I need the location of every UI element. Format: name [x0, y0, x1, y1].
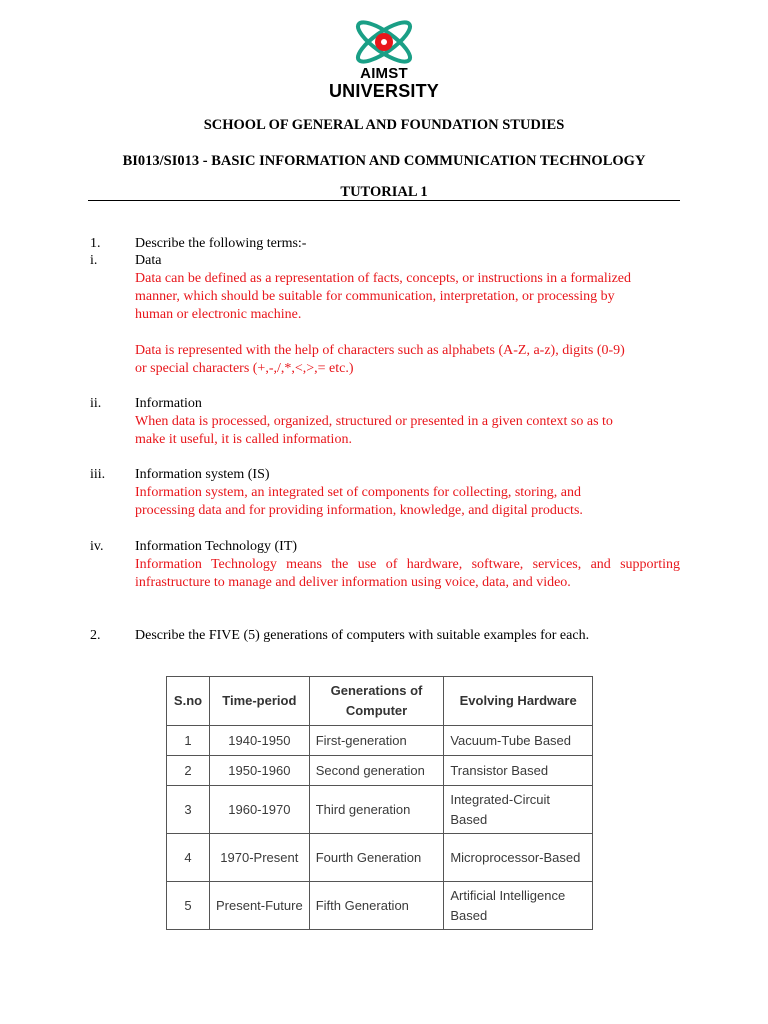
answer-line: human or electronic machine. — [135, 307, 302, 322]
header-cell: Time-period — [209, 677, 309, 726]
table-cell: Fifth Generation — [309, 882, 444, 930]
information-definition — [135, 413, 680, 449]
school-heading: SCHOOL OF GENERAL AND FOUNDATION STUDIES — [203, 117, 565, 133]
q1-number: 1. — [90, 236, 101, 251]
answer-line: manner, which should be suitable for communication, interpretation, or processing by — [135, 289, 615, 304]
table-cell: Vacuum-Tube Based — [444, 726, 593, 756]
table-row — [167, 786, 593, 834]
table-cell: 4 — [167, 834, 210, 882]
answer-line: Data can be defined as a representation of facts, concepts, or instructions in a formalized — [135, 271, 632, 286]
header-cell: Generations of Computer — [309, 677, 444, 726]
table-cell: 3 — [167, 786, 210, 834]
information-system-definition — [135, 484, 680, 520]
item-iv-marker: iv. — [90, 539, 104, 554]
table-cell: 1970-Present — [209, 834, 309, 882]
table-cell: First-generation — [309, 726, 444, 756]
header-cell: Evolving Hardware — [444, 677, 593, 726]
table-cell: Third generation — [309, 786, 444, 834]
table-row — [167, 756, 593, 786]
computer-generations-table — [166, 676, 593, 930]
table-row — [167, 726, 593, 756]
header-divider — [88, 200, 680, 201]
answer-line: Information system, an integrated set of components for collecting, storing, and — [135, 485, 581, 500]
answer-line: processing data and for providing information, knowledge, and digital products. — [135, 503, 583, 518]
university-logo — [326, 14, 442, 106]
table-cell: Second generation — [309, 756, 444, 786]
table-cell: 5 — [167, 882, 210, 930]
item-iii-term: Information system (IS) — [135, 467, 270, 482]
answer-line: infrastructure to manage and deliver information using voice, data, and video. — [135, 575, 571, 590]
table-cell: Integrated-Circuit Based — [444, 786, 593, 834]
header-cell: S.no — [167, 677, 210, 726]
item-iii-marker: iii. — [90, 467, 106, 482]
table-cell: 1950-1960 — [209, 756, 309, 786]
tutorial-heading: TUTORIAL 1 — [340, 184, 428, 200]
data-definition — [135, 270, 680, 324]
table-header-row — [167, 677, 593, 726]
answer-line: Information Technology means the use of hardware, software, services, and supporting — [135, 557, 680, 572]
table-cell: Present-Future — [209, 882, 309, 930]
atom-logo-icon — [350, 14, 418, 70]
answer-line: When data is processed, organized, structured or presented in a given context so as to — [135, 414, 613, 429]
information-technology-definition — [135, 556, 680, 592]
q2-number: 2. — [90, 628, 101, 643]
table-cell: Artificial Intelligence Based — [444, 882, 593, 930]
answer-line: make it useful, it is called information. — [135, 432, 352, 447]
table-row — [167, 834, 593, 882]
course-heading: BI013/SI013 - BASIC INFORMATION AND COMMUNICATION TECHNOLOGY — [122, 153, 646, 169]
q2-prompt: Describe the FIVE (5) generations of computers with suitable examples for each. — [135, 628, 590, 643]
table-cell: 1940-1950 — [209, 726, 309, 756]
answer-line: or special characters (+,-,/,*,<,>,= etc.) — [135, 361, 354, 376]
logo-line-2: UNIVERSITY — [328, 81, 440, 101]
table-cell: 2 — [167, 756, 210, 786]
table-cell: Transistor Based — [444, 756, 593, 786]
item-ii-term: Information — [135, 396, 202, 411]
answer-line: Data is represented with the help of characters such as alphabets (A-Z, a-z), digits (0-9) — [135, 343, 625, 358]
table-cell: 1960-1970 — [209, 786, 309, 834]
table-row — [167, 882, 593, 930]
logo-line-1: AIMST — [360, 65, 408, 82]
item-i-marker: i. — [90, 253, 98, 268]
q1-prompt: Describe the following terms:- — [135, 236, 307, 251]
item-i-term: Data — [135, 253, 162, 268]
item-ii-marker: ii. — [90, 396, 102, 411]
table-cell: Fourth Generation — [309, 834, 444, 882]
table-cell: 1 — [167, 726, 210, 756]
data-representation — [135, 342, 680, 378]
table-cell: Microprocessor-Based — [444, 834, 593, 882]
item-iv-term: Information Technology (IT) — [135, 539, 298, 554]
